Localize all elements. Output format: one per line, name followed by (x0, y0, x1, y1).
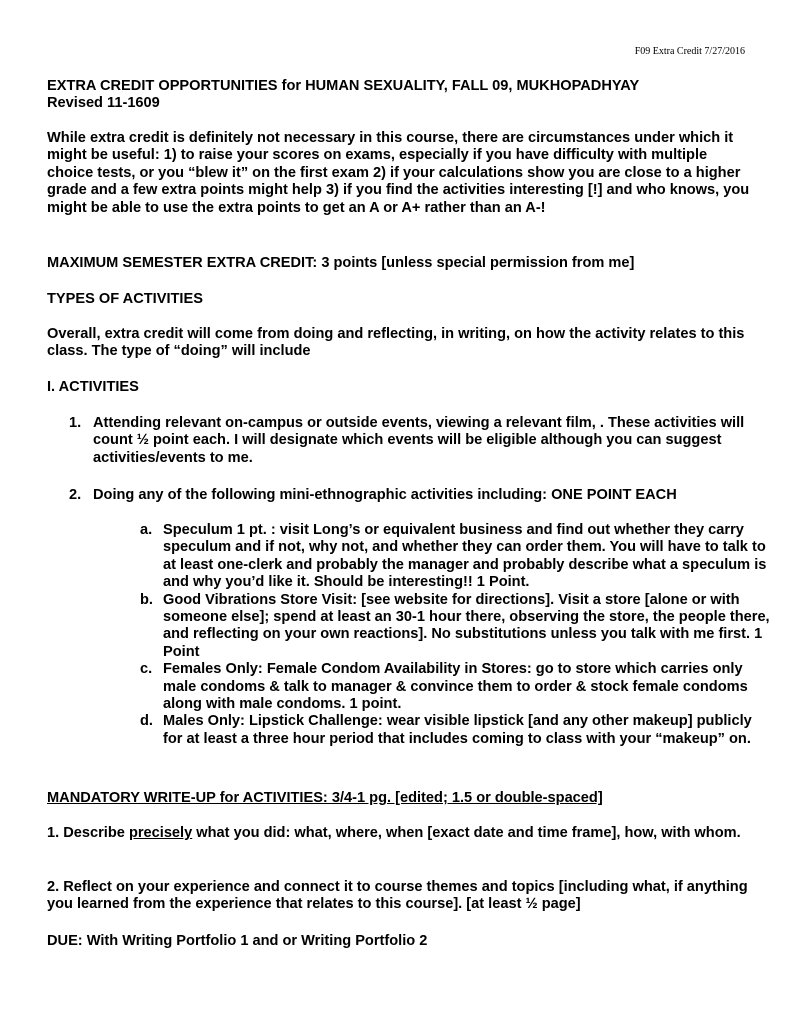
item-number: 1. (69, 415, 82, 431)
item-text: Attending relevant on-campus or outside events, viewing a relevant film, . These activities will count ½ point each. I will designate which events will be eligible although you can suggest activities/events to me. (93, 415, 745, 466)
document-title (47, 78, 752, 113)
activities-heading: I. ACTIVITIES (47, 379, 139, 395)
list-item (140, 522, 773, 592)
max-credit-line: MAXIMUM SEMESTER EXTRA CREDIT: 3 points [unless special permission from me] (47, 255, 635, 271)
list-item (140, 713, 773, 748)
due-line: DUE: With Writing Portfolio 1 and or Writing Portfolio 2 (47, 933, 428, 949)
step-1-prefix: 1. Describe (47, 825, 129, 841)
step-1-emphasis: precisely (128, 825, 193, 841)
item-letter: a. (140, 522, 153, 538)
writeup-step-2: 2. Reflect on your experience and connect it to course themes and topics [including what, if anything you learned from the experience that relates to this course]. [at least ½ page] (47, 879, 748, 913)
item-letter: b. (140, 591, 153, 608)
item-letter: c. (140, 661, 153, 678)
item-text: Males Only: Lipstick Challenge: wear visible lipstick [and any other makeup] publicly for at least a three hour period that includes coming to class with your “makeup” on. (163, 713, 752, 747)
item-text: Good Vibrations Store Visit: [see website for directions]. Visit a store [alone or with someone else]; spend at least an 30-1 hour there, observing the store, the people there, and reflecting on your own reactions]. No substitutions unless you talk with me first. 1 Point (163, 591, 770, 660)
item-number: 2. (69, 487, 82, 503)
title-line-1: EXTRA CREDIT OPPORTUNITIES for HUMAN SEXUALITY, FALL 09, MUKHOPADHYAY (47, 78, 640, 94)
mandatory-writeup-heading: MANDATORY WRITE-UP for ACTIVITIES: 3/4-1 pg. [edited; 1.5 or double-spaced] (47, 790, 603, 806)
file-stamp: F09 Extra Credit 7/27/2016 (634, 46, 745, 57)
title-line-2: Revised 11-1609 (47, 95, 160, 112)
item-letter: d. (140, 713, 153, 730)
item-text: Females Only: Female Condom Availability in Stores: go to store which carries only male condoms & talk to manager & convince them to order & stock female condoms along with male condoms. 1 point. (163, 661, 748, 713)
intro-paragraph: While extra credit is definitely not necessary in this course, there are circumstances under which it might be useful: 1) to raise your scores on exams, especially if you have difficulty with multiple choice tests, or you “blew it” on the first exam 2) if your calculations show you are close to a higher grade and a few extra points might help 3) if you find the activities interesting [!] and who knows, you might be able to use the extra points to get an A or A+ rather than an A-! (47, 130, 750, 216)
item-text: Speculum 1 pt. : visit Long’s or equivalent business and find out whether they carry speculum and if not, why not, and whether they can order them. You will have to talk to at least one-clerk and probably the manager and probably describe what a speculum is and why you’d like it. Should be interesting!! 1 Point. (163, 522, 767, 591)
item-text: Doing any of the following mini-ethnographic activities including: ONE POINT EACH (93, 487, 677, 503)
list-item (140, 661, 773, 713)
types-heading: TYPES OF ACTIVITIES (47, 291, 203, 307)
overall-paragraph: Overall, extra credit will come from doing and reflecting, in writing, on how the activity relates to this class. The type of “doing” will include (47, 326, 745, 360)
writeup-step-1 (47, 825, 752, 842)
mini-activities-list (47, 522, 770, 748)
list-item (140, 592, 773, 662)
step-1-rest: what you did: what, where, when [exact date and time frame], how, with whom. (192, 825, 741, 841)
